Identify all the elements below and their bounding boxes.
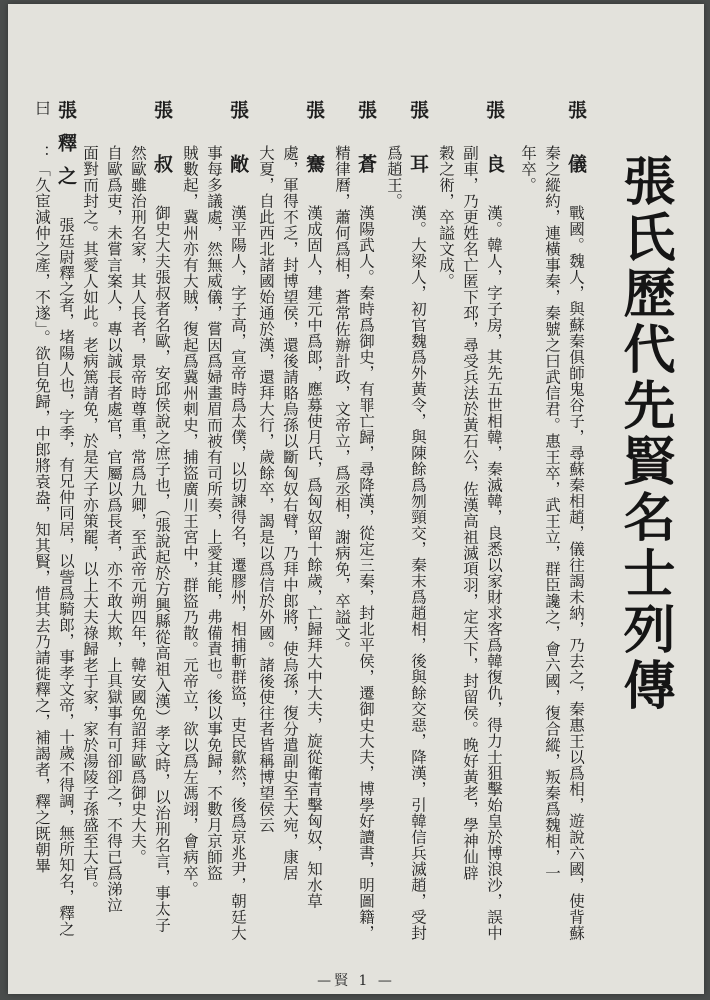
biography-entry-zhang-er [382,100,430,970]
entry-text: 漢成固人，建元中爲郎，應募使月氏，爲匈奴留十餘歲，亡歸拜大中大夫，旋從衛青擊匈奴，知水草 [305,204,323,909]
entry-column [482,100,506,950]
entry-name: 張 叔 [151,100,173,187]
entry-name: 張 良 [483,100,505,187]
entry-column [354,100,378,950]
biography-entry-zhang-yi [516,100,588,970]
entry-column [226,100,250,950]
entry-name: 張 騫 [303,100,325,187]
biography-entry-zhang-shu [78,100,174,970]
entry-text: 自歐爲吏，未嘗言案人，專以誠長者處官，官屬以爲長者，亦不敢大欺，上具獄事有可卻卻之，不得已爲涕泣 [105,145,123,913]
entry-text: 漢陽武人。秦時爲御史，有罪亡歸，尋降漢，從定三秦，封北平侯，遷御史大夫，博學好讀書，明圖籍， [357,204,375,941]
page-title: 張氏歷代先賢名士列傳 [614,154,675,714]
entry-name: 張 儀 [565,100,587,187]
entry-text: 御史大夫張叔者名歐，安邱侯說之庶子也，（張說起於方興縣從高祖入漢）孝文時，以治刑名言，事太子 [153,204,171,933]
entry-text: 秦之縱約，連橫事秦，秦號之曰武信君。惠王卒，武王立，群臣讒之，會六國，復合縱，叛秦爲魏相，一 [543,145,561,881]
biography-entry-zhang-liang [434,100,506,970]
entry-column [406,100,430,950]
entry-column [564,100,588,950]
entry-text: 然歐雖治刑名家，其人長者，景帝時尊重，常爲九卿，至武帝元朔四年，韓安國免詔拜歐爲御史大夫。 [129,145,147,865]
biography-entry-zhang-qian [254,100,326,970]
entry-text: ：「久宦減仲之產，不遂」。欲自免歸，中郎將袁盎，知其賢，惜其去乃請徙釋之，補謁者，釋之既朝畢 [33,145,51,874]
entry-text: 副車，乃更姓名亡匿下邳，尋受兵法於黃石公，佐漢高祖滅項羽，定天下，封留侯。晚好黃老，學神仙辟 [461,145,479,881]
entry-text: 戰國。魏人，與蘇秦俱師鬼谷子，尋蘇秦相趙，儀往謁未納，乃去之，秦惠王以爲相，遊說六國，使背蘇 [567,204,585,941]
entry-column [150,100,174,950]
biography-entry-zhang-chang [178,100,250,970]
entry-text: 漢。大梁人，初官魏爲外黃令，與陳餘爲刎頸交，秦末爲趙相，後與餘交惡，降漢，引韓信兵滅趙，受封 [409,204,427,941]
entry-text: 面對而封之。其愛人如此。老病篤請免，於是天子亦策罷，以上大夫祿歸老于家，家於湯陵子孫盛至大官。 [81,145,99,897]
entry-name: 張 蒼 [355,100,377,187]
entry-text: 處，軍得不乏，封博望侯，還後請賂烏孫以斷匈奴右臂，乃拜中郎將，使烏孫，復分遣副史至大宛，康居 [281,145,299,881]
entry-text: 賊數起，冀州亦有大賊，復起爲冀州刺史，捕盜廣川王宮中，群盜乃散。元帝立，欲以爲左馮翊，會病卒。 [181,145,199,897]
entry-name: 張 耳 [407,100,429,187]
biography-entry-zhang-cang [330,100,378,970]
entry-text: 爲趙王。 [385,145,403,209]
entry-text: 漢平陽人，字子高，宣帝時爲太僕，以切諫得名，遷膠州，相捕斬群盜，吏民歙然，後爲京兆尹，朝廷大 [229,204,247,941]
page-number: —賢 1 — [317,973,395,989]
entry-name: 張 敞 [227,100,249,187]
entry-column [302,100,326,950]
entry-text: 穀之術，卒謚文成。 [437,145,455,289]
entry-text: 事每多議處，然無威儀，嘗因爲婦畫眉而被有司所奏，上愛其能，弗備責也。後以事免歸，不數月京師盜 [205,145,223,881]
biography-entry-zhang-shizhi [30,100,78,970]
entry-text: 大夏，自此西北諸國始通於漢，還拜大行，歲餘卒，謁是以爲信於外國。諸後使往者皆稱博望侯云 [257,145,275,833]
entry-text: 精律曆，蕭何爲相，蒼常佐辦計政，文帝立，爲丞相，謝病免，卒謚文。 [333,145,351,657]
document-page [8,4,704,994]
entry-text: 漢。韓人，字子房，其先五世相韓，秦滅韓，良悉以家財求客爲韓復仇，得力士狙擊始皇於博浪沙，誤中 [485,204,503,941]
entry-name: 張釋之 [55,100,77,199]
entry-text: 年卒。 [519,145,537,193]
entry-text: 張廷尉釋之者，堵陽人也，字季，有兄仲同居，以訾爲騎郎，事孝文帝，十歲不得調，無所知名，釋之曰 [33,100,75,937]
